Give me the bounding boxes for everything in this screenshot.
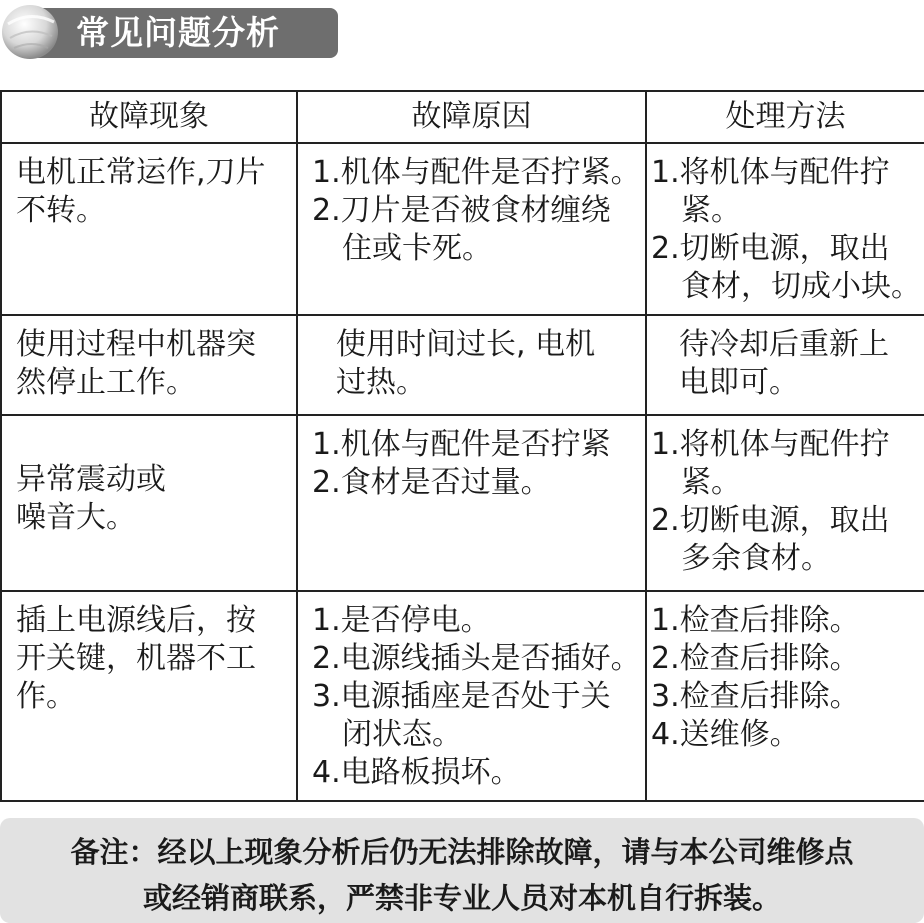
solution-item-continued: 紧。 (681, 193, 741, 228)
table-row (1, 591, 924, 801)
cause-item: 1.机体与配件是否拧紧 (312, 427, 611, 462)
solution-item-continued: 食材，切成小块。 (681, 269, 921, 304)
table-row (1, 415, 924, 591)
symptom-line: 噪音大。 (16, 500, 136, 535)
solution-item: 4.送维修。 (651, 717, 800, 752)
symptom-line: 作。 (16, 679, 76, 714)
symptom-line: 开关键，机器不工 (16, 641, 256, 676)
solution-cell (646, 591, 924, 801)
remark-line: 或经销商联系，严禁非专业人员对本机自行拆装。 (142, 881, 781, 915)
table-header-row (1, 91, 924, 143)
cause-line: 过热。 (336, 365, 426, 400)
cause-item: 2.食材是否过量。 (312, 465, 551, 500)
cause-cell (297, 143, 646, 315)
solution-item-continued: 紧。 (681, 465, 741, 500)
solution-item-continued: 多余食材。 (681, 541, 831, 576)
table-row (1, 143, 924, 315)
cause-item-continued: 住或卡死。 (342, 231, 492, 266)
cause-cell (297, 591, 646, 801)
remark-line: 备注：经以上现象分析后仍无法排除故障，请与本公司维修点 (70, 835, 854, 869)
solution-item: 2.检查后排除。 (651, 641, 860, 676)
solution-cell (646, 143, 924, 315)
cause-item: 2.电源线插头是否插好。 (312, 641, 641, 676)
column-header-solution: 处理方法 (646, 91, 924, 143)
symptom-cell (1, 415, 297, 591)
solution-item: 3.检查后排除。 (651, 679, 860, 714)
table-row (1, 315, 924, 415)
symptom-line: 然停止工作。 (16, 365, 196, 400)
symptom-line: 使用过程中机器突 (16, 327, 256, 362)
symptom-line: 插上电源线后，按 (16, 603, 256, 638)
solution-cell (646, 315, 924, 415)
cause-cell (297, 415, 646, 591)
remark-box (0, 818, 924, 923)
solution-item: 1.将机体与配件拧 (651, 427, 890, 462)
cause-item: 3.电源插座是否处于关 (312, 679, 611, 714)
cause-cell (297, 315, 646, 415)
symptom-line: 异常震动或 (16, 462, 166, 497)
section-header (0, 2, 340, 60)
cause-line: 使用时间过长, 电机 (336, 327, 596, 362)
symptom-cell (1, 143, 297, 315)
faq-table (0, 90, 924, 802)
solution-line: 电即可。 (679, 365, 799, 400)
column-header-symptom: 故障现象 (1, 91, 297, 143)
solution-line: 待冷却后重新上 (679, 327, 889, 362)
page-title: 常见问题分析 (76, 13, 280, 52)
cause-item-continued: 闭状态。 (342, 717, 462, 752)
solution-item: 2.切断电源，取出 (651, 231, 890, 266)
symptom-line: 不转。 (16, 193, 106, 228)
solution-cell (646, 415, 924, 591)
solution-item: 1.检查后排除。 (651, 603, 860, 638)
symptom-cell (1, 591, 297, 801)
symptom-line: 电机正常运作,刀片 (16, 155, 266, 190)
column-header-cause: 故障原因 (297, 91, 646, 143)
cause-item: 1.机体与配件是否拧紧。 (312, 155, 641, 190)
solution-item: 2.切断电源，取出 (651, 503, 890, 538)
cause-item: 2.刀片是否被食材缠绕 (312, 193, 611, 228)
cause-item: 4.电路板损坏。 (312, 755, 521, 790)
cause-item: 1.是否停电。 (312, 603, 491, 638)
symptom-cell (1, 315, 297, 415)
header-sphere-icon (0, 2, 66, 62)
solution-item: 1.将机体与配件拧 (651, 155, 890, 190)
